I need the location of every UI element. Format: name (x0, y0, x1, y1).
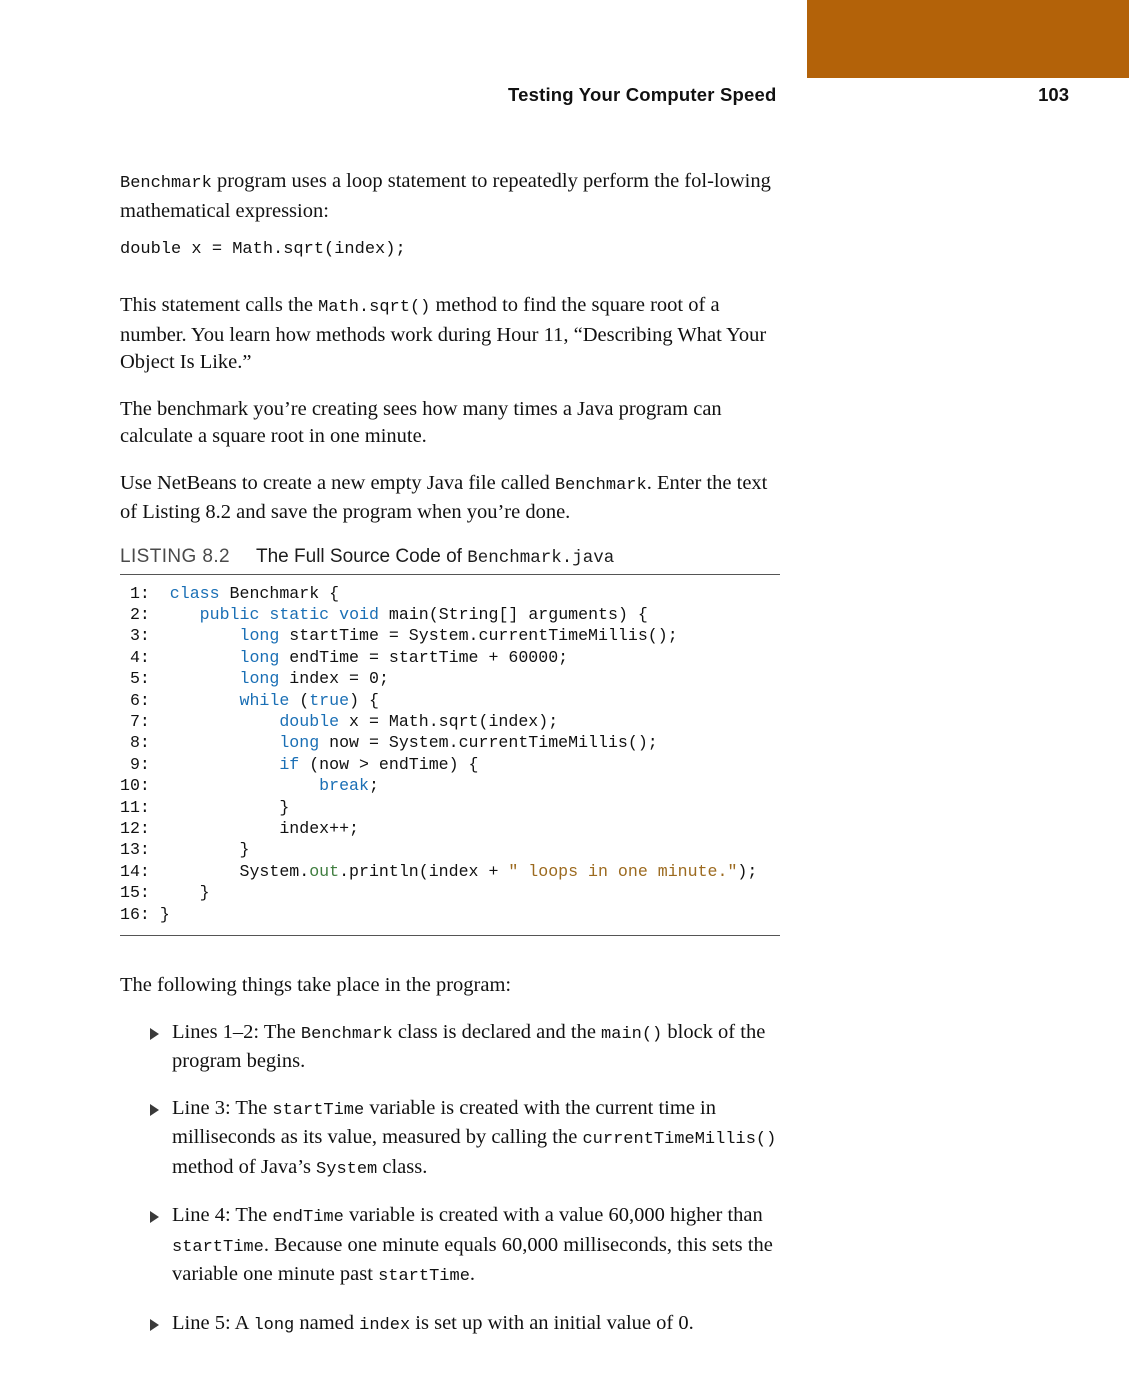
listing-title-filename: Benchmark.java (467, 547, 615, 568)
code-line (120, 711, 780, 732)
code-line (120, 797, 780, 818)
inline-code: currentTimeMillis() (582, 1130, 777, 1149)
code-token: ); (737, 861, 758, 881)
list-item-text: Lines 1–2: The (172, 1020, 301, 1043)
code-line-number: 14: (120, 861, 150, 881)
code-token: break (319, 776, 369, 796)
code-line (120, 775, 780, 796)
listing-title-prefix: The Full Source Code of (256, 545, 468, 567)
code-line (120, 732, 780, 753)
paragraph-intro (120, 168, 780, 225)
inline-code: startTime (272, 1100, 365, 1120)
paragraph-sqrt-a: This statement calls the (120, 294, 319, 316)
code-token: } (149, 883, 210, 903)
paragraph-intro-text: program uses a loop statement to repeatedly perform the fol-lowing mathematical expression: (120, 170, 771, 222)
code-line-number: 16: (120, 904, 150, 924)
code-line-number: 12: (120, 818, 150, 838)
code-token: x = Math.sqrt(index); (339, 711, 559, 731)
code-line-number: 4: (120, 647, 150, 667)
inline-code: long (253, 1315, 295, 1335)
code-token: } (149, 904, 170, 924)
paragraph-sqrt-b: method to find the square root of a number. You learn how methods work during Hour 11, “Describing What Your Object Is Like.” (120, 294, 767, 373)
list-item-text: Line 3: The (172, 1096, 273, 1119)
code-line-number: 13: (120, 840, 150, 860)
code-token: long (279, 733, 320, 753)
explanation-list (120, 1019, 780, 1340)
listing-title (256, 546, 614, 568)
list-item-text: . (469, 1263, 476, 1285)
code-token: if (279, 754, 300, 774)
code-token (150, 691, 240, 710)
code-token: (now > endTime) { (299, 754, 479, 774)
code-token: " loops in one minute." (508, 861, 738, 881)
paragraph-benchmark-desc: The benchmark you’re creating sees how many times a Java program can calculate a square root in one minute. (120, 397, 722, 447)
inline-code-block: double x = Math.sqrt(index); (120, 240, 406, 259)
code-token: ; (378, 669, 389, 689)
code-line-number: 15: (120, 883, 150, 903)
code-token: now = System.currentTimeMillis(); (319, 733, 658, 753)
running-head (120, 84, 1069, 114)
list-item-text: method of Java’s (172, 1155, 317, 1178)
bullet-triangle-icon (150, 1211, 159, 1223)
code-token: class (169, 583, 220, 603)
page-title: Testing Your Computer Speed (508, 84, 777, 105)
code-token: } (149, 840, 250, 860)
code-token: index++; (149, 818, 359, 838)
code-token: .println(index + (339, 861, 509, 881)
paragraph-netbeans-a: Use NetBeans to create a new empty Java file called (120, 471, 555, 494)
code-token: startTime = System.currentTimeMillis(); (279, 626, 678, 646)
code-token (150, 626, 240, 645)
code-line-number: 6: (120, 690, 150, 710)
code-token: public (199, 604, 260, 624)
code-line-number: 8: (120, 733, 150, 753)
code-line (120, 882, 780, 903)
code-token: endTime = startTime + (279, 647, 509, 667)
code-line (120, 839, 780, 860)
decorative-corner-block (807, 0, 1129, 78)
code-token: } (149, 797, 290, 817)
inline-code: startTime (378, 1267, 470, 1286)
paragraph-following: The following things take place in the program: (120, 974, 512, 996)
code-token: ; (558, 647, 569, 667)
code-token: void (339, 604, 379, 624)
inline-code-benchmark: Benchmark (120, 174, 212, 193)
list-item-text: variable is created with a value 60,000 higher than (343, 1204, 763, 1226)
paragraph-sqrt (120, 292, 780, 377)
list-item-text: block of the program begins. (172, 1020, 766, 1072)
code-token: long (239, 647, 280, 667)
list-item (120, 1310, 780, 1340)
code-line-number: 3: (120, 626, 150, 646)
code-token (150, 712, 279, 731)
bullet-triangle-icon (150, 1028, 159, 1040)
inline-code: index (359, 1315, 411, 1335)
code-line-number: 2: (120, 604, 150, 624)
code-line-number: 9: (120, 754, 150, 774)
code-token (259, 605, 269, 624)
listing-number: LISTING 8.2 (120, 545, 230, 567)
code-line (120, 583, 780, 604)
paragraph-netbeans (120, 470, 780, 527)
code-line (120, 604, 780, 625)
code-line (120, 690, 780, 711)
inline-code: main() (601, 1024, 663, 1044)
page-content (120, 168, 780, 1358)
code-token: while (239, 690, 290, 710)
code-token: static (269, 604, 330, 624)
list-item (120, 1019, 780, 1076)
code-token: out (309, 861, 340, 881)
code-token: true (309, 690, 350, 710)
code-token: ) { (349, 690, 379, 710)
code-token (150, 584, 170, 603)
list-item (120, 1202, 780, 1291)
list-item (120, 1095, 780, 1184)
code-token: long (239, 626, 280, 646)
code-token: long (239, 669, 280, 689)
code-token (150, 733, 279, 752)
code-line (120, 668, 780, 689)
inline-code: System (316, 1159, 378, 1179)
list-item-text: . Because one minute equals 60,000 milliseconds, this sets the variable one minute past (172, 1233, 773, 1285)
code-token: double (279, 711, 340, 731)
list-item-text: Line 4: The (172, 1204, 273, 1226)
code-line (120, 861, 780, 882)
list-item-text: is set up with an initial value of 0. (410, 1311, 694, 1334)
code-token: index = (279, 669, 369, 689)
bullet-triangle-icon (150, 1104, 159, 1116)
code-token: Benchmark { (219, 583, 340, 603)
code-token (150, 755, 279, 774)
code-token (329, 605, 339, 624)
inline-code-filename: Benchmark (554, 475, 647, 495)
code-line-number: 10: (120, 776, 150, 796)
code-token: ( (289, 690, 310, 710)
code-token: System. (149, 861, 310, 881)
code-line (120, 625, 780, 646)
code-line-number: 5: (120, 669, 150, 689)
inline-code-mathsqrt: Math.sqrt() (318, 298, 431, 317)
list-item-text: named (294, 1311, 360, 1334)
list-item-text: class. (377, 1155, 428, 1178)
list-item-text: variable is created with the current time in milliseconds as its value, measured by calling the (172, 1096, 716, 1148)
code-line-number: 7: (120, 711, 150, 731)
code-token: main(String[] arguments) { (378, 604, 648, 624)
listing-caption (120, 546, 780, 568)
code-token (150, 605, 200, 624)
page-number: 103 (1038, 84, 1069, 105)
code-line (120, 904, 780, 925)
code-token (150, 648, 240, 667)
code-token (150, 776, 319, 795)
code-token: 60000 (508, 647, 559, 667)
code-token (150, 669, 240, 688)
code-line (120, 647, 780, 668)
code-line (120, 754, 780, 775)
inline-code: Benchmark (300, 1024, 393, 1044)
list-item-text: class is declared and the (392, 1020, 602, 1043)
inline-code: startTime (172, 1237, 264, 1257)
code-line (120, 818, 780, 839)
code-line-number: 1: (120, 583, 150, 603)
code-listing (120, 574, 780, 937)
code-token: ; (368, 776, 379, 796)
bullet-triangle-icon (150, 1319, 159, 1331)
list-item-text: Line 5: A (172, 1311, 254, 1334)
inline-code: endTime (272, 1208, 344, 1227)
code-token: 0 (368, 669, 379, 689)
paragraph-netbeans-b: . Enter the text of Listing 8.2 and save the program when you’re done. (120, 471, 768, 523)
code-line-number: 11: (120, 797, 150, 817)
